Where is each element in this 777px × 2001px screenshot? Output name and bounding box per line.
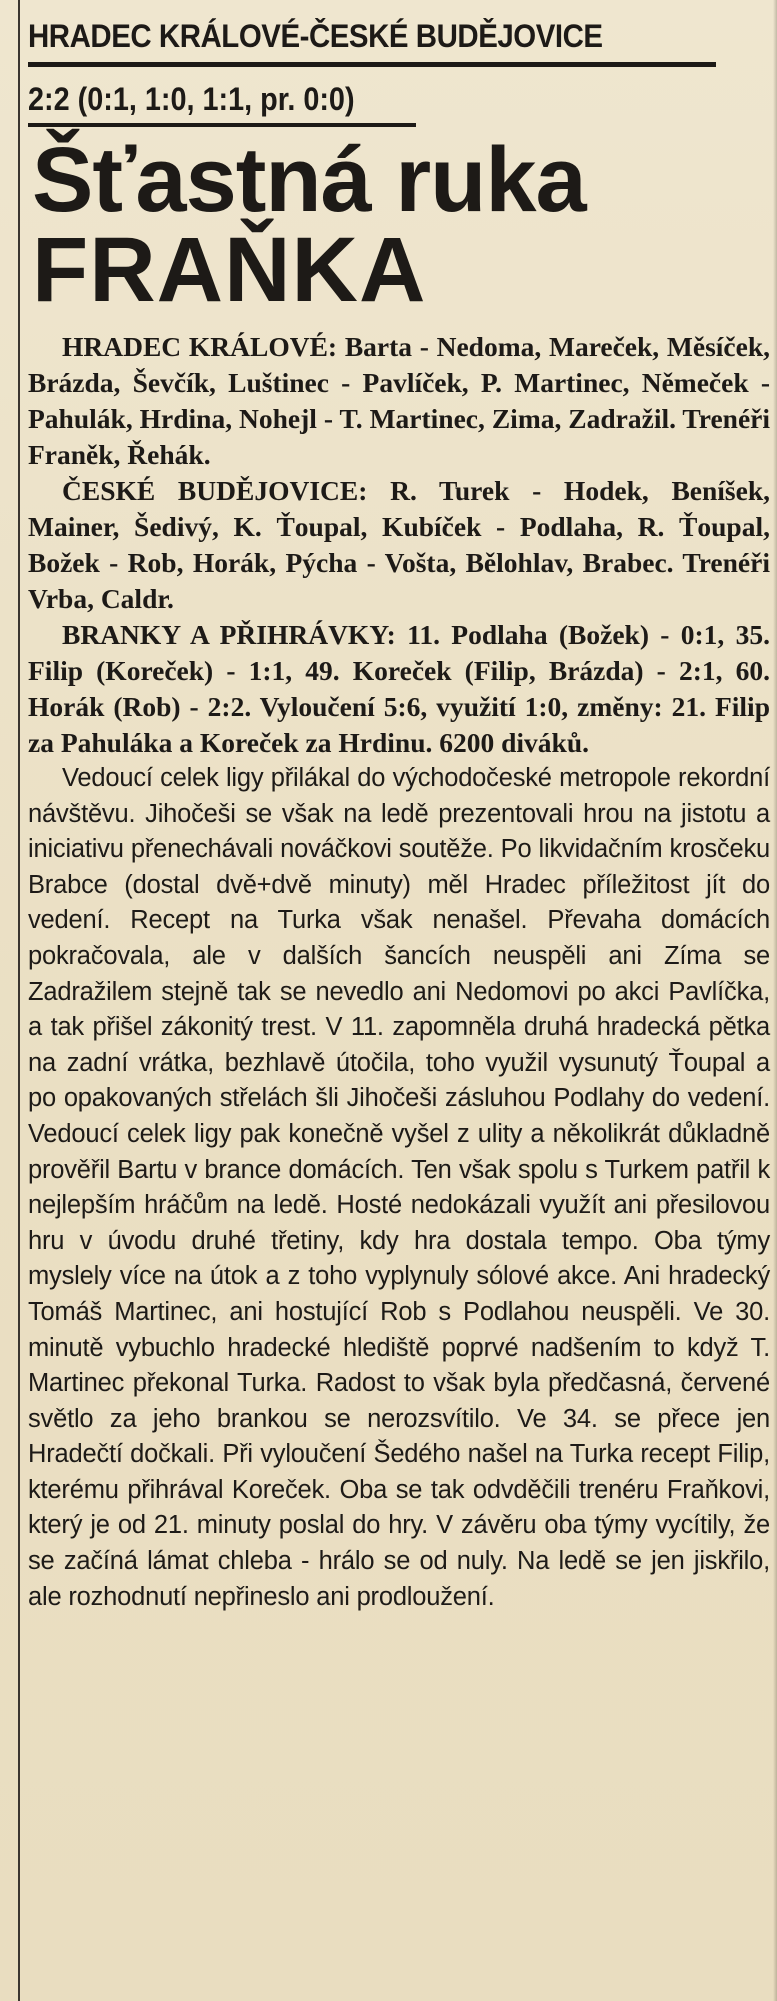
article: [28, 6, 770, 1615]
article-body: Vedoucí celek ligy přilákal do východočeské metropole rekordní návštěvu. Jihočeši se však na ledě prezentovali hrou na jistotu a iniciativu přenechávali nováčkovi soutěže. Po likvidačním krosčeku Brabce (dostal dvě+dvě minuty) měl Hradec příležitost jít do vedení. Recept na Turka však nenašel. Převaha domácích pokračovala, ale v dalších šancích neuspěli ani Zíma se Zadražilem stejně tak se nevedlo ani Nedomovi po akci Pavlíčka, a tak přišel zákonitý trest. V 11. zapomněla druhá hradecká pětka na zadní vrátka, bezhlavě útočila, toho využil vysunutý Ťoupal a po opakovaných střelách šli Jihočeši zásluhou Podlahy do vedení. Vedoucí celek ligy pak konečně vyšel z ulity a několikrát důkladně prověřil Bartu v brance domácích. Ten však spolu s Turkem patřil k nejlepším hráčům na ledě. Hosté nedokázali využít ani přesilovou hru v úvodu druhé třetiny, kdy hra dostala tempo. Oba týmy myslely více na útok a z toho vyplynuly sólové akce. Ani hradecký Tomáš Martinec, ani hostující Rob s Podlahou neuspěli. Ve 30. minutě vybuchlo hradecké hlediště poprvé nadšením to když T. Martinec překonal Turka. Radost to však byla předčasná, červené světlo za jeho brankou se nerozsvítilo. Ve 34. se přece jen Hradečtí dočkali. Při vyloučení Šedého našel na Turka recept Filip, kterému přihrával Koreček. Oba se tak odvděčili trenéru Fraňkovi, který je od 21. minuty poslal do hry. V závěru oba týmy vycítily, že se začíná lámat chleba - hrálo se od nuly. Na ledě se jen jiskřilo, ale rozhodnutí nepřineslo ani prodloužení.: [28, 764, 770, 1611]
title-rule: [28, 62, 716, 67]
lineup-away: ČESKÉ BUDĚJOVICE: R. Turek - Hodek, Beníšek, Mainer, Šedivý, K. Ťoupal, Kubíček - Podlaha, R. Ťoupal, Božek - Rob, Horák, Pýcha - Vošta, Bělohlav, Brabec. Trenéři Vrba, Caldr.: [28, 475, 770, 614]
score-rule: [28, 123, 416, 127]
clipping-edge: [773, 0, 777, 2001]
column-rule: [18, 0, 20, 2001]
headline-line-1: Šťastná ruka: [32, 129, 586, 231]
match-score: 2:2 (0:1, 1:0, 1:1, pr. 0:0): [28, 81, 355, 117]
headline-line-2: FRAŇKA: [32, 219, 427, 321]
match-title: HRADEC KRÁLOVÉ-ČESKÉ BUDĚJOVICE: [28, 18, 603, 54]
goals-and-assists: BRANKY A PŘIHRÁVKY: 11. Podlaha (Božek) - 0:1, 35. Filip (Koreček) - 1:1, 49. Koreček (Filip, Brázda) - 2:1, 60. Horák (Rob) - 2:2. Vyloučení 5:6, využití 1:0, změny: 21. Filip za Pahuláka a Koreček za Hrdinu. 6200 diváků.: [28, 619, 770, 758]
lineup-home: HRADEC KRÁLOVÉ: Barta - Nedoma, Mareček, Měsíček, Brázda, Ševčík, Luštinec - Pavlíček, P. Martinec, Němeček - Pahulák, Hrdina, Nohejl - T. Martinec, Zima, Zadražil. Trenéři Franěk, Řehák.: [28, 331, 770, 470]
